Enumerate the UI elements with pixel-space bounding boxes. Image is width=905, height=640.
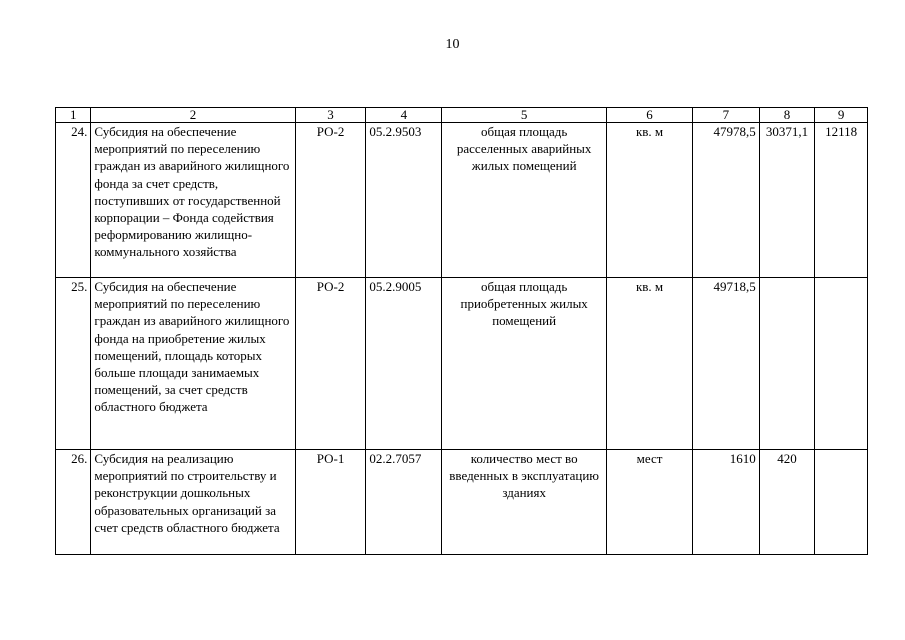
row-number-cell: 26. xyxy=(56,450,91,555)
value-col7-cell: 1610 xyxy=(693,450,760,555)
column-header-3: 3 xyxy=(295,108,366,123)
row-number-cell: 24. xyxy=(56,123,91,278)
subsidy-name-cell: Субсидия на обеспечение мероприятий по переселению граждан из аварийного жилищного фонда за счет средств, поступивших от государственной корпорации – Фонда содействия реформированию жилищно-коммунального хозяйства xyxy=(91,123,295,278)
value-col7-cell: 49718,5 xyxy=(693,278,760,450)
indicator-cell: общая площадь расселенных аварийных жилых помещений xyxy=(442,123,607,278)
value-col9-cell xyxy=(815,278,868,450)
value-col8-cell xyxy=(759,278,815,450)
subsidy-name-cell: Субсидия на обеспечение мероприятий по переселению граждан из аварийного жилищного фонда на приобретение жилых помещений, площадь которых больше площади занимаемых помещений, за счет средств областного бюджета xyxy=(91,278,295,450)
unit-cell: мест xyxy=(607,450,693,555)
unit-cell: кв. м xyxy=(607,123,693,278)
data-table xyxy=(55,107,868,555)
indicator-cell: количество мест во введенных в эксплуатацию зданиях xyxy=(442,450,607,555)
column-header-2: 2 xyxy=(91,108,295,123)
classifier-cell: 05.2.9005 xyxy=(366,278,442,450)
classifier-cell: 05.2.9503 xyxy=(366,123,442,278)
column-header-4: 4 xyxy=(366,108,442,123)
value-col8-cell: 420 xyxy=(759,450,815,555)
value-col9-cell: 12118 xyxy=(815,123,868,278)
code-cell: РО-2 xyxy=(295,278,366,450)
table-row xyxy=(56,123,868,278)
column-header-9: 9 xyxy=(815,108,868,123)
classifier-cell: 02.2.7057 xyxy=(366,450,442,555)
column-header-6: 6 xyxy=(607,108,693,123)
column-header-8: 8 xyxy=(759,108,815,123)
column-header-1: 1 xyxy=(56,108,91,123)
indicator-cell: общая площадь приобретенных жилых помещений xyxy=(442,278,607,450)
code-cell: РО-2 xyxy=(295,123,366,278)
column-header-7: 7 xyxy=(693,108,760,123)
row-number-cell: 25. xyxy=(56,278,91,450)
value-col8-cell: 30371,1 xyxy=(759,123,815,278)
column-header-5: 5 xyxy=(442,108,607,123)
header-row xyxy=(56,108,868,123)
value-col7-cell: 47978,5 xyxy=(693,123,760,278)
table-row xyxy=(56,278,868,450)
subsidy-name-cell: Субсидия на реализацию мероприятий по строительству и реконструкции дошкольных образовательных организаций за счет средств областного бюджета xyxy=(91,450,295,555)
table-row xyxy=(56,450,868,555)
unit-cell: кв. м xyxy=(607,278,693,450)
code-cell: РО-1 xyxy=(295,450,366,555)
page-number: 10 xyxy=(445,37,460,52)
value-col9-cell xyxy=(815,450,868,555)
